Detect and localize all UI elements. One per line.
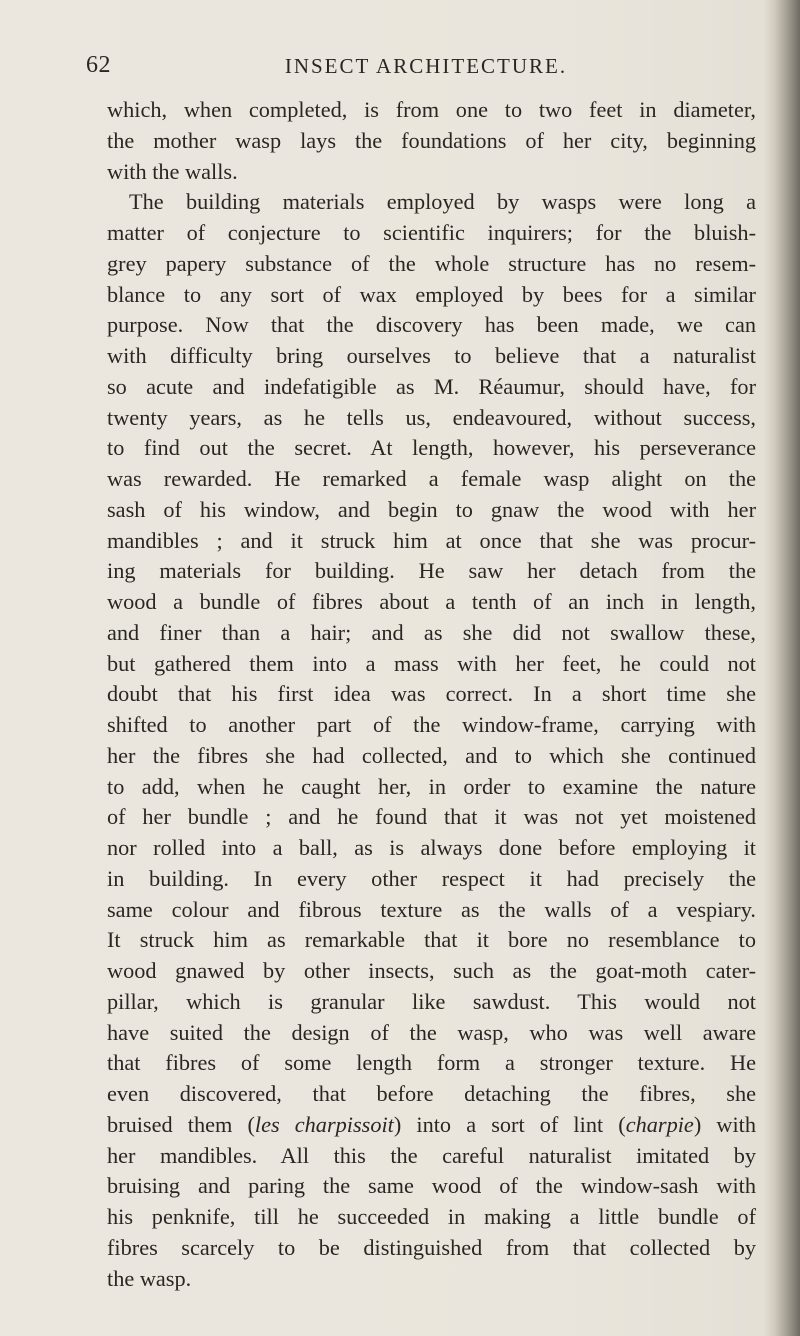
text-line: twenty years, as he tells us, endeavoured, without success, xyxy=(107,404,756,430)
text-line xyxy=(107,1110,756,1141)
text-line: and finer than a hair; and as she did not swallow these, xyxy=(107,619,756,645)
text-line: with the walls. xyxy=(107,158,238,184)
text-line: purpose. Now that the discovery has been made, we can xyxy=(107,312,756,338)
text-line: ing materials for building. He saw her detach from the xyxy=(107,558,756,584)
text-line: mandibles ; and it struck him at once that she was procur- xyxy=(107,527,756,553)
text-line: of her bundle ; and he found that it was not yet moistened xyxy=(107,804,756,830)
italic-french-term: charpie xyxy=(625,1111,694,1137)
text-line: bruising and paring the same wood of the window-sash with xyxy=(107,1173,756,1199)
text-line: doubt that his first idea was correct. In a short time she xyxy=(107,681,756,707)
text-line: her the fibres she had collected, and to which she continued xyxy=(107,742,756,768)
text-line: to find out the secret. At length, however, his perseverance xyxy=(107,435,756,461)
body-text xyxy=(107,95,756,1294)
text-line: even discovered, that before detaching the fibres, she xyxy=(107,1081,756,1106)
text-line: that fibres of some length form a stronger texture. He xyxy=(107,1050,756,1076)
text-segment: bruised them ( xyxy=(107,1111,255,1137)
text-line: so acute and indefatigible as M. Réaumur, should have, for xyxy=(107,373,756,399)
text-line: The building materials employed by wasps were long a xyxy=(129,189,756,215)
text-line: nor rolled into a ball, as is always done before employing it xyxy=(107,835,756,860)
text-line: the mother wasp lays the foundations of her city, beginning xyxy=(107,127,756,153)
text-line: which, when completed, is from one to two feet in diameter, xyxy=(107,97,756,122)
text-line: grey papery substance of the whole structure has no resem- xyxy=(107,250,756,276)
italic-french-term: les charpissoit xyxy=(254,1111,394,1137)
text-line: with difficulty bring ourselves to believe that a naturalist xyxy=(107,343,756,368)
text-line: was rewarded. He remarked a female wasp alight on the xyxy=(107,466,756,491)
text-line: It struck him as remarkable that it bore no resemblance to xyxy=(107,927,756,953)
text-line: wood a bundle of fibres about a tenth of an inch in length, xyxy=(107,589,756,614)
text-line: his penknife, till he succeeded in making a little bundle of xyxy=(107,1204,756,1229)
text-line: but gathered them into a mass with her feet, he could not xyxy=(107,650,756,676)
text-line: shifted to another part of the window-frame, carrying with xyxy=(107,712,756,737)
text-segment: ) into a sort of lint ( xyxy=(393,1111,626,1137)
page-gutter-shadow xyxy=(764,0,800,1336)
text-segment: ) with xyxy=(693,1111,757,1137)
text-line: in building. In every other respect it had precisely the xyxy=(107,865,756,891)
text-line: wood gnawed by other insects, such as the goat-moth cater- xyxy=(107,958,756,983)
text-line: blance to any sort of wax employed by bees for a similar xyxy=(107,281,756,307)
text-line: matter of conjecture to scientific inquirers; for the bluish- xyxy=(107,220,756,245)
text-line: to add, when he caught her, in order to examine the nature xyxy=(107,773,756,799)
text-line: fibres scarcely to be distinguished from that collected by xyxy=(107,1234,756,1260)
page-number: 62 xyxy=(86,52,111,78)
running-head: INSECT ARCHITECTURE. xyxy=(284,54,568,78)
text-line: have suited the design of the wasp, who was well aware xyxy=(107,1019,756,1045)
text-line: pillar, which is granular like sawdust. This would not xyxy=(107,988,756,1014)
text-line: the wasp. xyxy=(107,1265,192,1291)
text-line: sash of his window, and begin to gnaw the wood with her xyxy=(107,496,756,522)
text-line: her mandibles. All this the careful naturalist imitated by xyxy=(107,1142,756,1168)
text-line: same colour and fibrous texture as the walls of a vespiary. xyxy=(107,896,756,922)
page-header xyxy=(86,52,766,86)
